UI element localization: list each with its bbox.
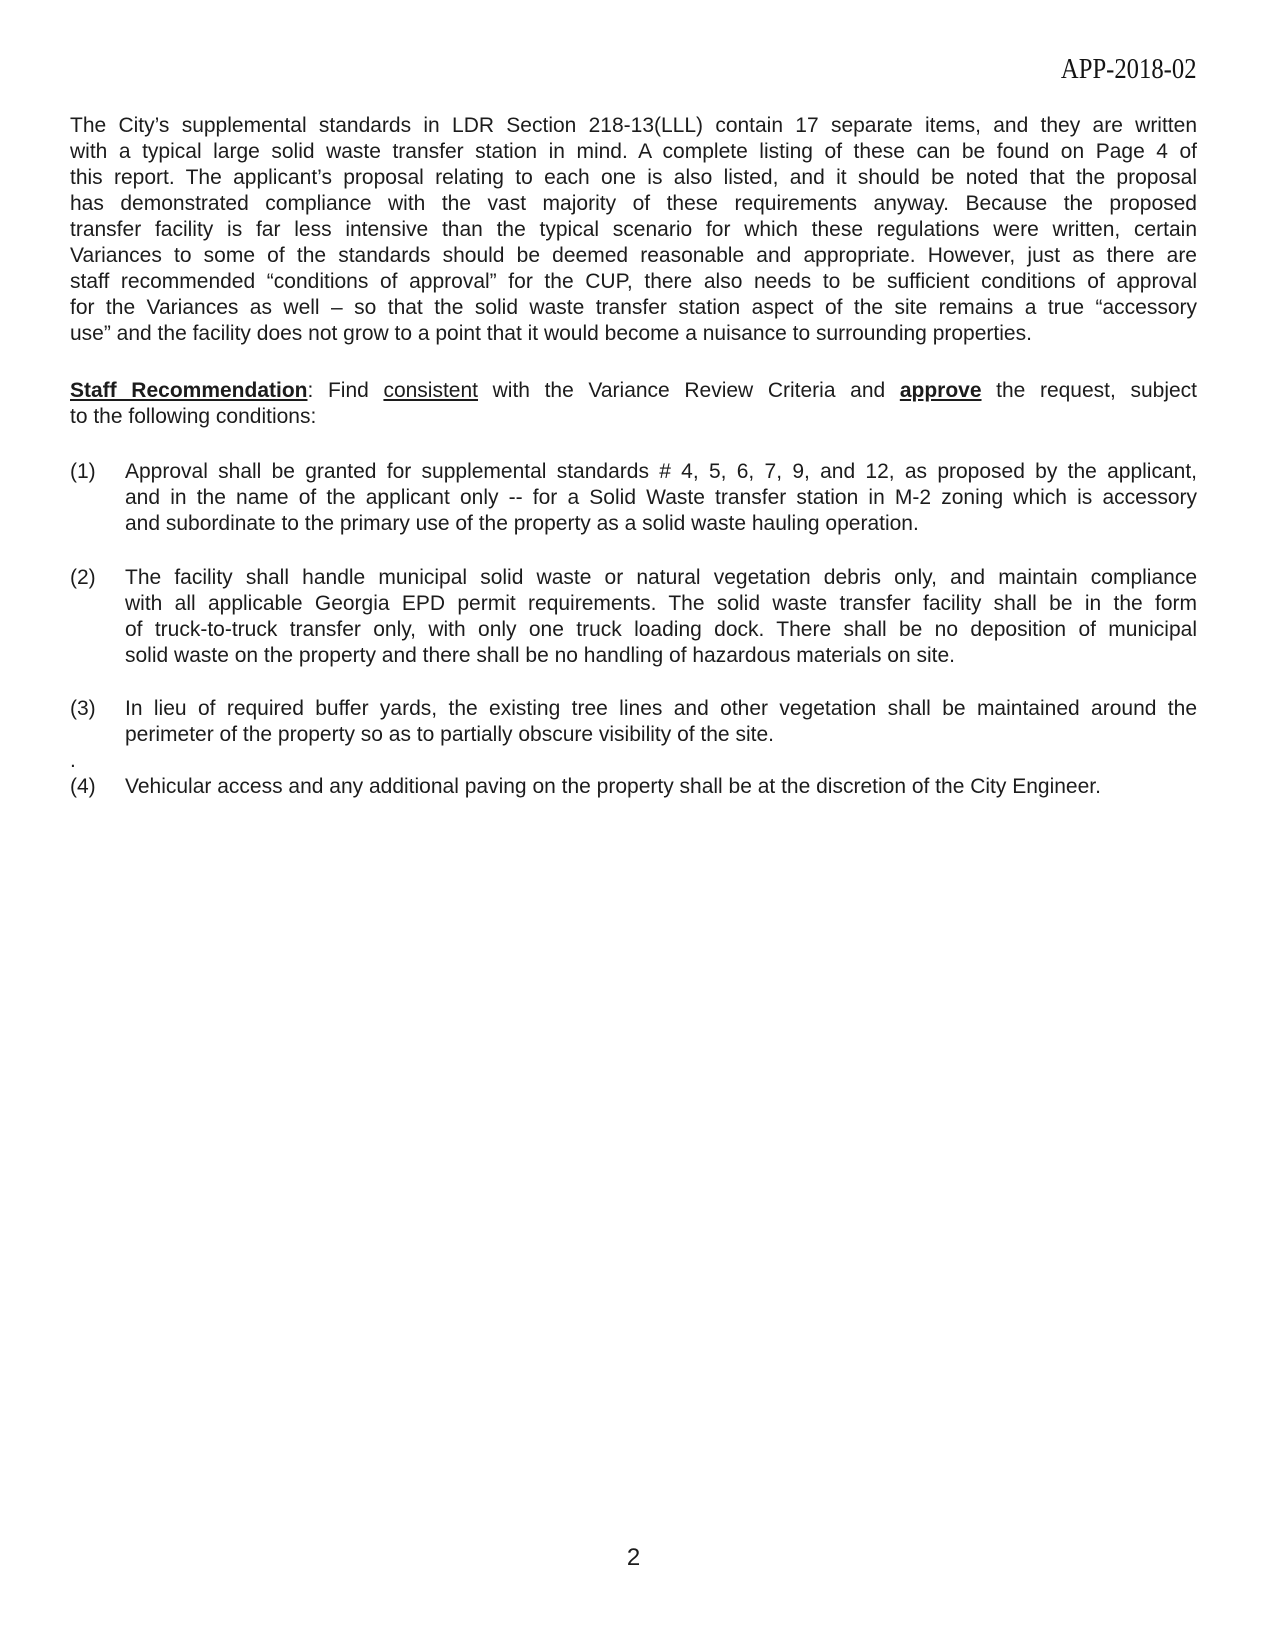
condition-number: (4)	[70, 775, 96, 798]
condition-number: (3)	[70, 697, 96, 720]
stray-period: .	[70, 749, 76, 772]
condition-item-1	[70, 459, 1197, 537]
condition-item-4	[70, 774, 1197, 800]
condition-text: In lieu of required buffer yards, the existing tree lines and other vegetation shall be maintained around the perimeter of the property so as to partially obscure visibility of the site.	[125, 697, 1197, 746]
condition-text: Vehicular access and any additional paving on the property shall be at the discretion of the City Engineer.	[125, 775, 1101, 798]
intro-paragraph: The City’s supplemental standards in LDR Section 218-13(LLL) contain 17 separate items, and they are written with a typical large solid waste transfer station in mind. A complete listing of these can be found on Page 4 of this report. The applicant’s proposal relating to each one is also listed, and it should be noted that the proposal has demonstrated compliance with the vast majority of these requirements anyway. Because the proposed transfer facility is far less intensive than the typical scenario for which these regulations were written, certain Variances to some of the standards should be deemed reasonable and appropriate. However, just as there are staff recommended “conditions of approval” for the CUP, there also needs to be sufficient conditions of approval for the Variances as well – so that the solid waste transfer station aspect of the site remains a true “accessory use” and the facility does not grow to a point that it would become a nuisance to surrounding properties.	[70, 114, 1197, 345]
staff-recommendation-paragraph: Staff Recommendation: Find consistent with the Variance Review Criteria and approve the request, subject to the following conditions:	[70, 379, 1197, 428]
header-reference-text: APP-2018-02	[1061, 53, 1197, 85]
header-reference	[70, 54, 1197, 84]
condition-text: The facility shall handle municipal solid waste or natural vegetation debris only, and maintain compliance with all applicable Georgia EPD permit requirements. The solid waste transfer facility shall be in the form of truck-to-truck transfer only, with only one truck loading dock. There shall be no deposition of municipal solid waste on the property and there shall be no handling of hazardous materials on site.	[125, 566, 1197, 667]
condition-number: (2)	[70, 566, 96, 589]
condition-item-3	[70, 696, 1197, 748]
page-number: 2	[626, 1544, 641, 1571]
condition-number: (1)	[70, 460, 96, 483]
condition-item-2	[70, 565, 1197, 669]
condition-text: Approval shall be granted for supplemental standards # 4, 5, 6, 7, 9, and 12, as proposed by the applicant, and in the name of the applicant only -- for a Solid Waste transfer station in M-2 zoning which is accessory and subordinate to the primary use of the property as a solid waste hauling operation.	[125, 460, 1197, 535]
